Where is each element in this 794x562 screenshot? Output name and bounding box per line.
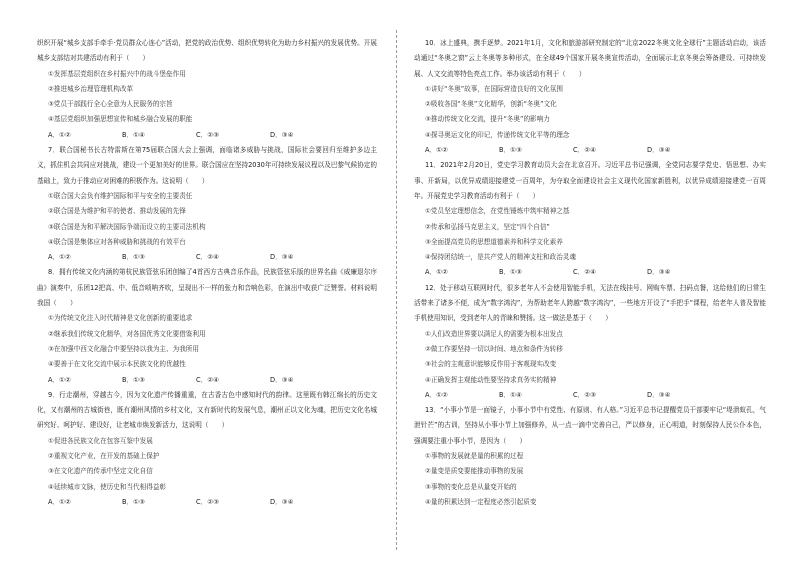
answer-choices <box>414 388 766 403</box>
answer-choice: D．③④ <box>270 130 294 139</box>
answer-choices <box>37 128 377 143</box>
statement-option: ④延续城市文脉，使历史和当代相得益彰 <box>48 482 167 491</box>
statement-option: ③社会的主观意识能够反作用于客观现实改变 <box>425 360 557 369</box>
statement-option: ④要善于在文化交流中展示本民族文化的优越性 <box>48 360 186 369</box>
statement-option: ②联合国是为维护和平的使者、推动发展的先锋 <box>48 207 186 216</box>
answer-choice: A．①② <box>48 130 71 139</box>
statement-option: ③党员干部践行全心全意为人民服务的宗旨 <box>48 100 173 109</box>
answer-choices <box>414 265 766 280</box>
statement-option: ③联合国是为和平解决国际争端而设立的主要司法机构 <box>48 222 206 231</box>
question-stem: 8．拥有传统文化内涵的第杭民族管弦乐团创编了4首西方古典音乐作品，民族管弦乐版的世界名曲《威廉退尔序曲》演奏中，乐团12把高、中、低音唢呐齐吹，呈现出不一样的张力和音响色彩，在演出中收获广泛赞誉。材料说明我国（ ） <box>37 268 377 308</box>
answer-choice: A．①② <box>48 497 71 506</box>
answer-choice: B．①④ <box>122 130 145 139</box>
statement-option: ①为传统文化注入时代精神是文化创新的重要追求 <box>48 314 193 323</box>
right-column <box>414 36 766 510</box>
answer-choice: A．①② <box>425 146 448 155</box>
statement-option: ③事物的变化总是从量变开始的 <box>425 482 517 491</box>
answer-choice: B．①③ <box>122 497 145 506</box>
question-stem: 7．联合国秘书长古特雷斯在第75届联合国大会上强调，面临诸多威胁与挑战，国际社会要回归至维护多边主义，抓住机会共同应对挑战，建设一个更加美好的世界。联合国应在坚持2030年可持续发展议程以及巴黎气候协定的基础上，致力于推动应对困难的积极作为。这说明（ ） <box>37 146 377 185</box>
statement-option: ③推动传统文化交流，提升“冬奥”的影响力 <box>425 115 550 124</box>
answer-choice: A．①② <box>425 390 448 399</box>
statement-option: ②继承我们传统文化精华，对各国优秀文化要借鉴利用 <box>48 329 206 338</box>
statement-option: ①党员坚定理想信念，在党性锤炼中筑牢精神之基 <box>425 207 570 216</box>
question-stem: 9．行走潮州，穿越古今，因为文化遗产传播重重，在古香古色中感知时代的韵律。这里既有韩江绵长的历史文化，又有潮州的古城街巷，既有潮州风情的乡村文化，又有新时代的发展气息，潮州正以文化为魂，把历史文化名城研究好、呵护好、建设好，让老城市焕发新活力，这说明（ ） <box>37 390 377 430</box>
statement-option: ①事物的发展就是量的积累的过程 <box>425 452 524 461</box>
statement-option: ②吸收各国“冬奥”文化精华，创新“冬奥”文化 <box>425 100 557 109</box>
statement-option: ③在加强中西文化融合中要坚持以我为主、为我所用 <box>48 344 199 353</box>
answer-choice: A．①② <box>48 253 71 262</box>
answer-choice: A．①② <box>48 375 71 384</box>
answer-choice: A．①② <box>425 268 448 277</box>
answer-choice: D．③④ <box>647 268 671 277</box>
answer-choice: C．②④ <box>196 253 220 262</box>
statement-option: ④量的积累达到一定程度必然引起质变 <box>425 497 537 506</box>
question-stem: 10．冰上盛典，携手逐梦。2021年1月，文化和旅游部研究制定的“北京2022冬奥文化全球行”主题活动启动，该活动通过“冬奥之窗”云上冬奥等多种形式，在全球49个国家开展冬奥宣传活动，全面展示北京冬奥会筹备建设、可持续发展、人文交流等特色亮点工作。举办该活动有利于（ ） <box>414 39 766 78</box>
question-stem: 13．“小事小节是一面镜子，小事小节中有党性、有原则、有人格。”习近平总书记提醒党员干部要牢记“堤溃蚁孔，气泄针芒”的古训，坚持从小事小节上加强修养，从一点一滴中完善自己，严以修身，正心明道，时刻保持人民公仆本色，强调要注重小事小节，是因为（ ） <box>414 406 766 445</box>
statement-option: ④联合国是集体应对各种威胁和挑战的有效平台 <box>48 237 186 246</box>
answer-choices <box>37 250 377 265</box>
statement-option: ④基层党组织加强思想宣传和城乡融合发展的职能 <box>48 115 193 124</box>
statement-option: ①人们改造世界要以满足人的需要为根本出发点 <box>425 329 563 338</box>
answer-choice: B．①③ <box>122 253 145 262</box>
statement-option: ②传承和弘扬马克思主义，坚定“四个自信” <box>425 222 550 231</box>
answer-choice: C．②③ <box>573 390 597 399</box>
statement-option: ①发挥基层党组织在乡村振兴中的战斗堡垒作用 <box>48 69 186 78</box>
answer-choice: D．③④ <box>270 497 294 506</box>
answer-choices <box>37 373 377 388</box>
answer-choice: C．②④ <box>573 146 597 155</box>
statement-option: ②重视文化产业，在开发的基础上保护 <box>48 452 160 461</box>
statement-option: ③在文化遗产的传承中坚定文化自信 <box>48 467 153 476</box>
statement-option: ①讲好“冬奥”故事，在国际营造良好的文化氛围 <box>425 84 564 93</box>
answer-choice: D．③④ <box>270 253 294 262</box>
answer-choice: D．③④ <box>647 390 671 399</box>
statement-option: ①促进各民族文化在包容互鉴中发展 <box>48 436 153 445</box>
statement-option: ③全面提高党员的思想道德素养和科学文化素养 <box>425 237 563 246</box>
question-stem: 12．处于移动互联网时代，很多老年人不会使用智能手机，无法在线挂号、网购车票、扫码点餐，这给他们的日常生活带来了诸多不便，成为“数字鸿沟”，为帮助老年人跨越“数字鸿沟”，一些地方开设了“手把手”课程，给老年人普及智能手机使用知识，受到老年人的青睐和赞扬。这一做法是基于（ ） <box>414 283 766 323</box>
statement-option: ④探寻奥运文化的印记，传递传统文化平等的理念 <box>425 130 570 139</box>
answer-choice: C．②④ <box>196 375 220 384</box>
statement-option: ②推进城乡治理管理机构改革 <box>48 84 134 93</box>
answer-choice: B．①③ <box>499 268 522 277</box>
answer-choice: B．①③ <box>122 375 145 384</box>
answer-choices <box>37 495 377 510</box>
statement-option: ②做工作要坚持一切以时间、地点和条件为转移 <box>425 344 563 353</box>
statement-option: ①联合国大会负有维护国际和平与安全的主要责任 <box>48 191 193 200</box>
answer-choice: B．①③ <box>499 146 522 155</box>
answer-choice: C．②④ <box>573 268 597 277</box>
answer-choice: D．③④ <box>647 146 671 155</box>
answer-choice: C．②③ <box>196 497 220 506</box>
question-stem: 11．2021年2月20日，党史学习教育动员大会在北京召开。习近平总书记强调，全党同志要学党史、悟思想、办实事、开新局，以优异成绩迎接建党一百周年，为夺取全面建设社会主义现代化国家新胜利，以优异成绩迎接建党一百周年。开展党史学习教育活动有利于（ ） <box>414 161 766 200</box>
statement-option: ④正确发挥主观能动性要坚持求真务实的精神 <box>425 375 557 384</box>
left-column <box>37 36 377 510</box>
statement-option: ④保持团结统一，是共产党人的精神支柱和政治灵魂 <box>425 253 576 262</box>
statement-option: ②量变是质变要能推动事物的发展 <box>425 467 524 476</box>
answer-choice: D．③④ <box>270 375 294 384</box>
column-divider <box>396 30 397 550</box>
answer-choice: C．②③ <box>196 130 220 139</box>
answer-choices <box>414 143 766 158</box>
answer-choice: B．①④ <box>499 390 522 399</box>
question-text: 织织开展“城乡支部手牵手·党员群众心连心”活动，把党的政治优势、组织优势转化为助力乡村振兴的发展优势。开展城乡支部结对共建活动有利于（ ） <box>37 39 377 63</box>
